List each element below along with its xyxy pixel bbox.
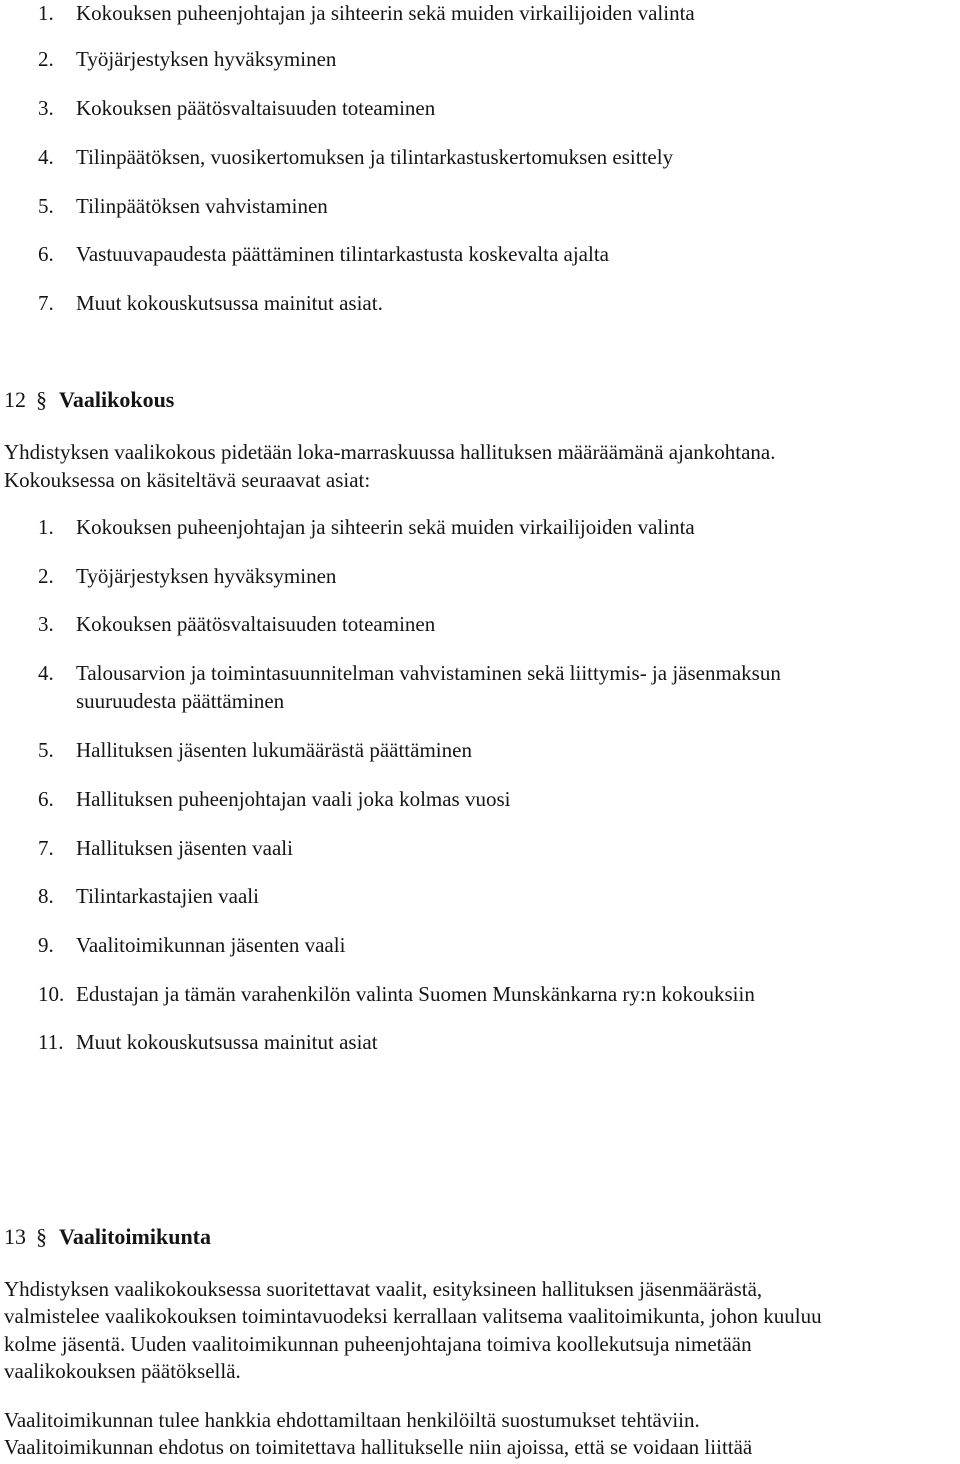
section-number: 12 [4, 387, 26, 412]
list-text: Tilinpäätöksen, vuosikertomuksen ja tilintarkastuskertomuksen esittely [76, 145, 674, 169]
list-number: 6. [38, 787, 54, 811]
list-number: 11. [38, 1030, 64, 1054]
section-12-intro-line-2: Kokouksessa on käsiteltävä seuraavat asiat: [4, 468, 371, 492]
list-text: Edustajan ja tämän varahenkilön valinta Suomen Munskänkarna ry:n kokouksiin [76, 982, 755, 1006]
list-number: 4. [38, 145, 54, 169]
section-number: 13 [4, 1224, 26, 1249]
list-text: Hallituksen jäsenten vaali [76, 836, 293, 860]
list-text: Tilinpäätöksen vahvistaminen [76, 194, 328, 218]
list-number: 10. [38, 982, 65, 1006]
list-number: 4. [38, 661, 54, 685]
list-number: 9. [38, 933, 54, 957]
list-number: 8. [38, 884, 54, 908]
list-number: 3. [38, 612, 54, 636]
section-symbol: § [36, 387, 47, 412]
paragraph-line: Yhdistyksen vaalikokouksessa suoritettavat vaalit, esityksineen hallituksen jäsenmäärästä, [4, 1277, 763, 1301]
list-text: Työjärjestyksen hyväksyminen [76, 47, 337, 71]
paragraph-line: vaalikokouksen päätöksellä. [4, 1359, 241, 1383]
list-text: Muut kokouskutsussa mainitut asiat [76, 1030, 378, 1054]
list-text: Vaalitoimikunnan jäsenten vaali [76, 933, 346, 957]
list-text: Muut kokouskutsussa mainitut asiat. [76, 291, 383, 315]
list-text: Vastuuvapaudesta päättäminen tilintarkastusta koskevalta ajalta [76, 242, 609, 266]
list-number: 3. [38, 96, 54, 120]
list-number: 5. [38, 194, 54, 218]
list-text: Kokouksen päätösvaltaisuuden toteaminen [76, 612, 436, 636]
list-number: 7. [38, 291, 54, 315]
section-title: Vaalitoimikunta [59, 1224, 212, 1249]
list-number: 6. [38, 242, 54, 266]
list-text: suuruudesta päättäminen [76, 689, 285, 713]
section-13-heading [4, 1224, 211, 1250]
list-number: 2. [38, 564, 54, 588]
section-12-heading [4, 387, 174, 413]
list-text: Työjärjestyksen hyväksyminen [76, 564, 337, 588]
list-text: Kokouksen puheenjohtajan ja sihteerin sekä muiden virkailijoiden valinta [76, 1, 695, 25]
paragraph-line: kolme jäsentä. Uuden vaalitoimikunnan puheenjohtajana toimiva koollekutsuja nimetään [4, 1332, 752, 1356]
list-text: Hallituksen puheenjohtajan vaali joka kolmas vuosi [76, 787, 511, 811]
list-text: Tilintarkastajien vaali [76, 884, 259, 908]
list-number: 5. [38, 738, 54, 762]
section-symbol: § [36, 1224, 47, 1249]
list-text: Talousarvion ja toimintasuunnitelman vahvistaminen sekä liittymis- ja jäsenmaksun [76, 661, 781, 685]
section-12-intro-line-1: Yhdistyksen vaalikokous pidetään loka-marraskuussa hallituksen määräämänä ajankohtana. [4, 440, 776, 464]
list-number: 1. [38, 1, 54, 25]
list-text: Hallituksen jäsenten lukumäärästä päättäminen [76, 738, 472, 762]
paragraph-line: Vaalitoimikunnan tulee hankkia ehdottamiltaan henkilöiltä suostumukset tehtäviin. [4, 1408, 700, 1432]
list-text: Kokouksen puheenjohtajan ja sihteerin sekä muiden virkailijoiden valinta [76, 515, 695, 539]
list-number: 1. [38, 515, 54, 539]
list-number: 7. [38, 836, 54, 860]
paragraph-line: valmistelee vaalikokouksen toimintavuodeksi kerrallaan valitsema vaalitoimikunta, johon kuuluu [4, 1304, 822, 1328]
section-title: Vaalikokous [59, 387, 175, 412]
list-number: 2. [38, 47, 54, 71]
paragraph-line: Vaalitoimikunnan ehdotus on toimitettava hallitukselle niin ajoissa, että se voidaan liittää [4, 1435, 753, 1459]
list-text: Kokouksen päätösvaltaisuuden toteaminen [76, 96, 436, 120]
